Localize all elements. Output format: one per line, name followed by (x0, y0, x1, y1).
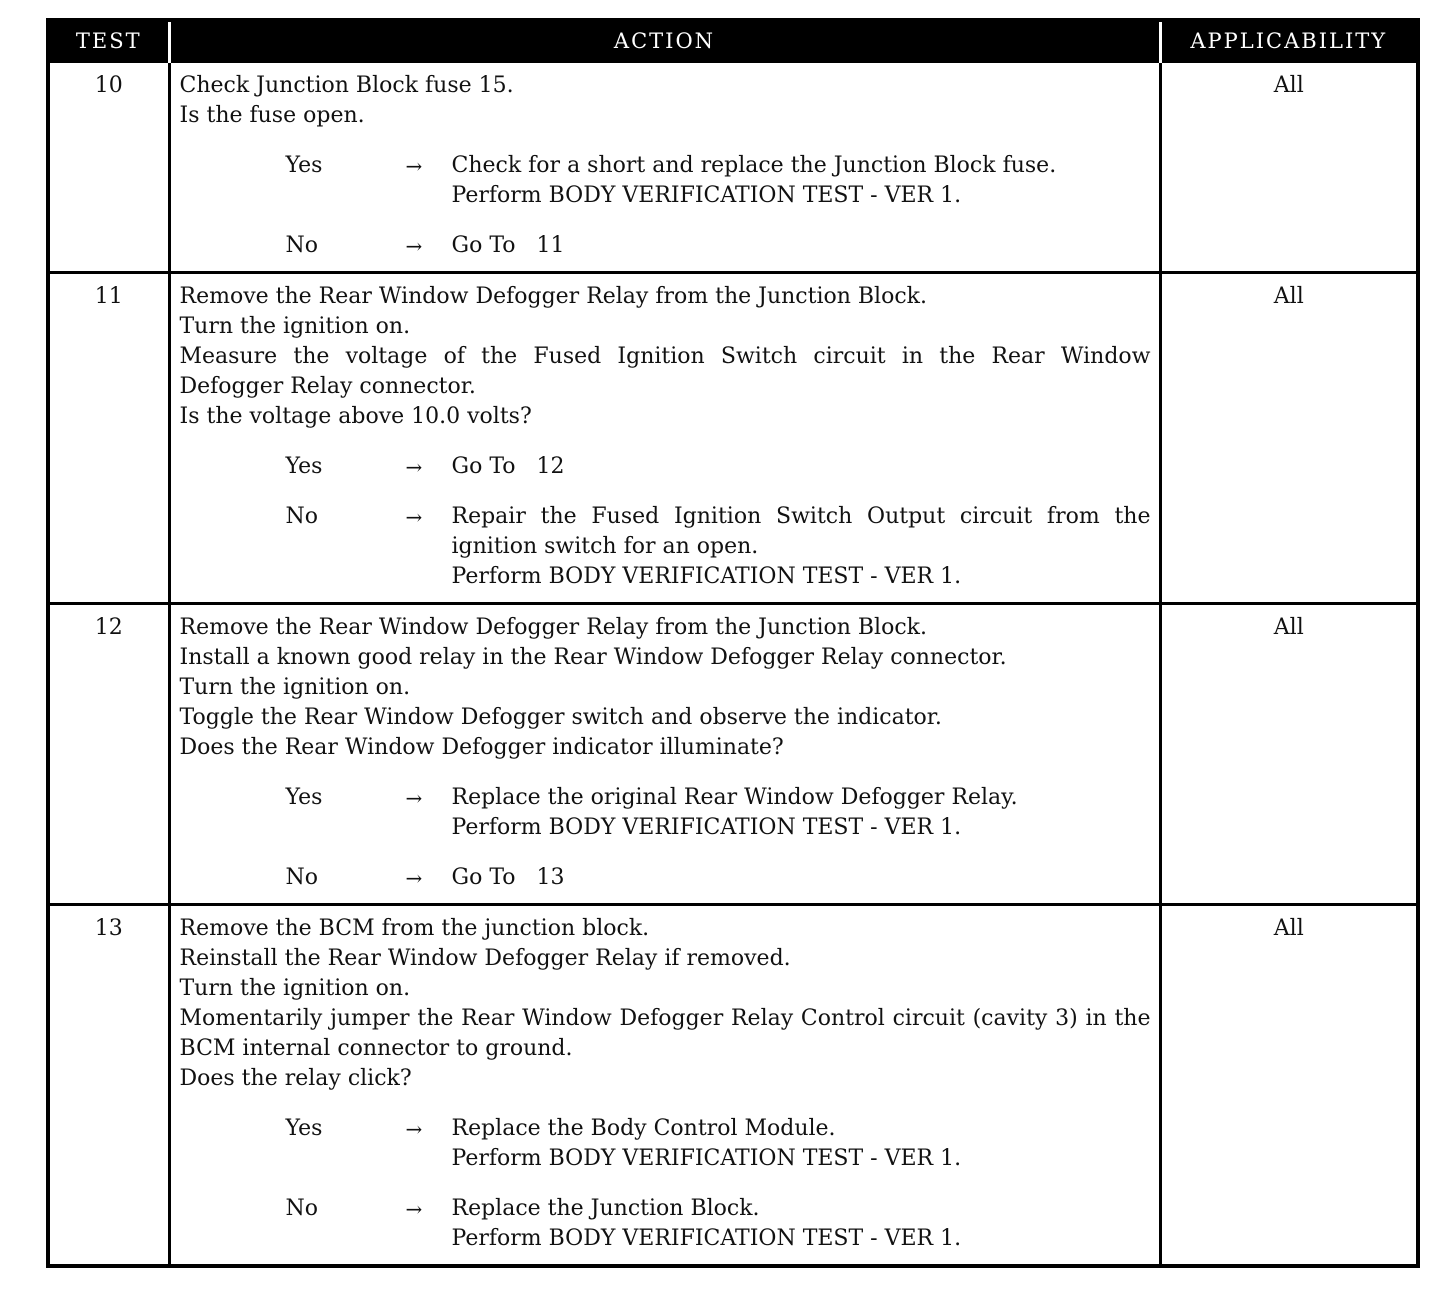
no-label: No (285, 865, 318, 890)
applicability-cell: All (1160, 273, 1418, 604)
action-cell (169, 62, 1160, 273)
yes-text: Go To 12 (451, 454, 565, 479)
arrow-right-icon: → (405, 1117, 423, 1141)
action-line: Turn the ignition on. (179, 314, 411, 339)
action-line: Remove the Rear Window Defogger Relay from the Junction Block. (179, 284, 927, 309)
no-response (180, 502, 1151, 592)
yes-text: Perform BODY VERIFICATION TEST - VER 1. (451, 1146, 962, 1171)
action-line: Check Junction Block fuse 15. (179, 73, 514, 98)
test-number: 11 (48, 273, 169, 604)
action-cell (169, 273, 1160, 604)
header-action: ACTION (169, 20, 1160, 62)
arrow-right-icon: → (405, 866, 423, 890)
action-line: Remove the BCM from the junction block. (179, 916, 650, 941)
no-text: Go To 13 (451, 865, 565, 890)
test-number: 12 (48, 604, 169, 905)
yes-label: Yes (285, 153, 323, 178)
table-row (48, 604, 1418, 905)
yes-response (180, 783, 1151, 843)
arrow-right-icon: → (405, 1197, 423, 1221)
no-response (180, 1194, 1151, 1254)
action-cell (169, 905, 1160, 1267)
action-line: Install a known good relay in the Rear Window Defogger Relay connector. (179, 645, 1007, 670)
action-line: Toggle the Rear Window Defogger switch and observe the indicator. (179, 705, 942, 730)
table-row (48, 62, 1418, 273)
applicability-cell: All (1160, 604, 1418, 905)
yes-label: Yes (285, 785, 323, 810)
diagnostic-test-table (46, 18, 1420, 1268)
yes-response (180, 1114, 1151, 1174)
yes-text: Replace the original Rear Window Defogger Relay. (451, 785, 1018, 810)
table-row (48, 273, 1418, 604)
yes-label: Yes (285, 1116, 323, 1141)
no-label: No (285, 504, 318, 529)
yes-text: Perform BODY VERIFICATION TEST - VER 1. (451, 815, 962, 840)
arrow-right-icon: → (405, 505, 423, 529)
action-line: Turn the ignition on. (179, 675, 411, 700)
yes-text: Check for a short and replace the Junction Block fuse. (451, 153, 1057, 178)
yes-label: Yes (285, 454, 323, 479)
action-line: Reinstall the Rear Window Defogger Relay if removed. (179, 946, 791, 971)
header-row (48, 20, 1418, 62)
action-line: Remove the Rear Window Defogger Relay from the Junction Block. (179, 615, 927, 640)
yes-response (180, 151, 1151, 211)
action-line: Turn the ignition on. (179, 976, 411, 1001)
no-text: Perform BODY VERIFICATION TEST - VER 1. (451, 564, 962, 589)
action-line: Does the Rear Window Defogger indicator illuminate? (179, 735, 784, 760)
arrow-right-icon: → (405, 154, 423, 178)
test-number: 10 (48, 62, 169, 273)
table-row (48, 905, 1418, 1267)
arrow-right-icon: → (405, 455, 423, 479)
action-line: Does the relay click? (179, 1066, 412, 1091)
no-response (180, 231, 1151, 261)
no-text: Perform BODY VERIFICATION TEST - VER 1. (451, 1226, 962, 1251)
action-line: Momentarily jumper the Rear Window Defogger Relay Control circuit (cavity 3) in the BCM internal connector to ground. (179, 1006, 1151, 1061)
test-number: 13 (48, 905, 169, 1267)
arrow-right-icon: → (405, 234, 423, 258)
arrow-right-icon: → (405, 786, 423, 810)
no-label: No (285, 233, 318, 258)
action-line: Is the fuse open. (179, 103, 365, 128)
no-text: Go To 11 (451, 233, 565, 258)
action-cell (169, 604, 1160, 905)
header-test: TEST (48, 20, 169, 62)
action-line: Is the voltage above 10.0 volts? (179, 404, 532, 429)
action-line: Measure the voltage of the Fused Ignition Switch circuit in the Rear Window Defogger Relay connector. (179, 344, 1151, 399)
no-text: Replace the Junction Block. (451, 1196, 760, 1221)
yes-text: Perform BODY VERIFICATION TEST - VER 1. (451, 183, 962, 208)
no-text: Repair the Fused Ignition Switch Output circuit from the ignition switch for an open. (451, 504, 1151, 559)
no-response (180, 863, 1151, 893)
yes-text: Replace the Body Control Module. (451, 1116, 836, 1141)
header-applicability: APPLICABILITY (1160, 20, 1418, 62)
yes-response (180, 452, 1151, 482)
no-label: No (285, 1196, 318, 1221)
applicability-cell: All (1160, 905, 1418, 1267)
applicability-cell: All (1160, 62, 1418, 273)
